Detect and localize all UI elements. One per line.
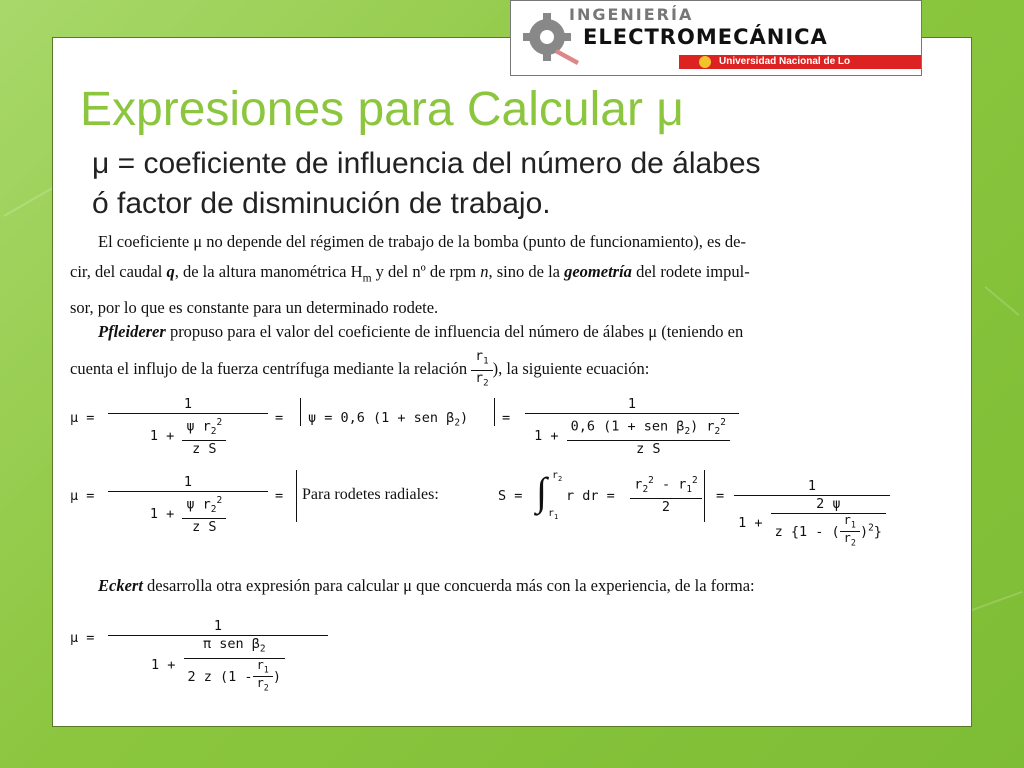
- sup-2: 2: [868, 522, 874, 534]
- denominator: [525, 414, 739, 458]
- sup-2: 2: [720, 417, 726, 428]
- paragraph-1: [70, 227, 750, 323]
- inner-fraction: [182, 492, 226, 536]
- sub-1: 1: [686, 484, 693, 496]
- z-s: z S: [192, 441, 217, 458]
- logo-line1: INGENIERÍA: [569, 5, 694, 24]
- background-stripe: [985, 286, 1020, 316]
- fraction: [734, 478, 890, 550]
- sub-1: 1: [263, 664, 269, 675]
- paren-close: ): [272, 668, 281, 685]
- p2-line2: [70, 349, 743, 391]
- p2-text: cuenta el influjo de la fuerza centrífuga mediante la relación: [70, 358, 472, 378]
- fraction: [108, 618, 328, 694]
- p1-text: cir, del caudal: [70, 262, 167, 281]
- two-psi: 2 ψ: [771, 496, 886, 514]
- sub-2: 2: [642, 484, 649, 496]
- sup-2: 2: [216, 495, 223, 506]
- geometria-word: geometría: [564, 262, 632, 281]
- z-brace: z {1 - (: [774, 523, 840, 540]
- background-stripe: [971, 591, 1022, 611]
- denominator: 2: [661, 499, 671, 516]
- one-plus: 1 +: [534, 428, 559, 445]
- paragraph-3: [70, 571, 755, 601]
- one-plus: 1 +: [149, 428, 175, 445]
- paren-close: ): [859, 523, 869, 540]
- numerator: 1: [108, 474, 268, 492]
- sub-1: 1: [850, 519, 856, 530]
- p2-line1: [70, 317, 743, 347]
- inner-fraction: [771, 496, 886, 550]
- inner-num-end: ) r: [690, 418, 715, 435]
- sub-2: 2: [483, 378, 489, 389]
- paragraph-2: [70, 317, 743, 391]
- sub-2: 2: [454, 417, 460, 429]
- sub-m: m: [362, 272, 372, 285]
- numerator: 1: [108, 396, 268, 414]
- one-plus: 1 +: [151, 657, 176, 674]
- r-sym: r: [634, 476, 643, 493]
- r-sym: r: [475, 349, 484, 364]
- sub-2: 2: [684, 426, 691, 438]
- inner-num: 0,6 (1 + sen β: [570, 418, 685, 435]
- numerator: 1: [734, 478, 890, 496]
- z-s: z S: [192, 519, 217, 536]
- sup-2: 2: [692, 475, 698, 486]
- p1-line3: sor, por lo que es constante para un determinado rodete.: [70, 298, 439, 318]
- p1-text: del rodete impul-: [631, 262, 750, 281]
- integrand: r dr =: [566, 488, 615, 504]
- psi-r: ψ r: [186, 418, 211, 435]
- equals: =: [716, 488, 725, 504]
- abs-bar-left: [300, 398, 301, 426]
- eckert-name: Eckert: [98, 576, 143, 595]
- sub-2: 2: [850, 537, 856, 548]
- background-stripe: [4, 185, 57, 217]
- pi-sen: π sen β: [202, 636, 260, 652]
- brace-close: }: [873, 523, 882, 540]
- inner-fraction: [184, 636, 285, 694]
- seal-icon: [699, 56, 711, 68]
- p2-text: ), la siguiente ecuación:: [492, 358, 650, 378]
- mu-equals: μ =: [70, 488, 95, 504]
- inner-den: [771, 514, 886, 550]
- psi-expr: [308, 410, 468, 429]
- minus-r: - r: [653, 476, 687, 493]
- r-sym: r: [256, 657, 264, 672]
- inner-fraction: [182, 414, 226, 458]
- fraction: [108, 474, 268, 536]
- pfleiderer-name: Pfleiderer: [98, 322, 166, 341]
- integral-sign: ∫: [536, 469, 547, 514]
- mu-equals: μ =: [70, 410, 95, 426]
- denominator: [108, 492, 268, 536]
- denominator: [734, 496, 890, 550]
- var-n: n: [480, 262, 489, 281]
- subtitle: [92, 144, 761, 224]
- sub-2: 2: [558, 475, 563, 483]
- p1-line1: El coeficiente μ no depende del régimen de trabajo de la bomba (punto de funcionamiento), es de-: [98, 232, 746, 251]
- two-z: 2 z (1 -: [187, 668, 253, 685]
- ratio-r1-r2: [253, 659, 273, 695]
- s-equals: S =: [498, 488, 523, 504]
- numerator: [630, 472, 702, 499]
- p1-text: , de la altura manométrica H: [174, 262, 363, 281]
- logo-line2: ELECTROMECÁNICA: [583, 25, 828, 49]
- abs-bar-left: [296, 470, 297, 522]
- sub-1: 1: [554, 513, 559, 521]
- integral-lower: [548, 508, 558, 521]
- r-sym: r: [843, 513, 851, 527]
- sub-1: 1: [483, 356, 489, 367]
- p1-text: , sino de la: [488, 262, 565, 281]
- r-sym: r: [548, 508, 555, 519]
- r-sym: r: [843, 531, 851, 546]
- radial-label: Para rodetes radiales:: [302, 486, 439, 503]
- university-logo: [510, 0, 922, 76]
- subtitle-line1: μ = coeficiente de influencia del número de álabes: [92, 147, 761, 180]
- denominator: [108, 636, 328, 694]
- psi-text: ψ = 0,6 (1 + sen β: [308, 410, 455, 426]
- ratio-r1-r2: [840, 514, 860, 550]
- numerator: 1: [525, 396, 739, 414]
- logo-line3: Universidad Nacional de Lo: [719, 56, 851, 67]
- fraction: [108, 396, 268, 458]
- fraction: [630, 472, 702, 516]
- numerator: 1: [108, 618, 328, 636]
- page-title: Expresiones para Calcular μ: [80, 83, 684, 136]
- mu-equals: μ =: [70, 630, 95, 646]
- p3-text: desarrolla otra expresión para calcular μ que concuerda más con la experiencia, de la forma:: [142, 576, 755, 595]
- r-sym: r: [552, 470, 559, 481]
- abs-bar-right: [494, 398, 495, 426]
- p2-text: propuso para el valor del coeficiente de influencia del número de álabes μ (teniendo en: [165, 322, 744, 341]
- ratio-r1-r2: [471, 349, 492, 391]
- p3-line1: [70, 571, 755, 601]
- sub-2: 2: [259, 643, 266, 655]
- subtitle-line2: ó factor de disminución de trabajo.: [92, 187, 551, 220]
- r-sym: r: [256, 676, 264, 691]
- one-plus: 1 +: [738, 514, 763, 531]
- p1-text: y del nº de rpm: [371, 262, 481, 281]
- p1-line2: [70, 257, 750, 293]
- z-s: z S: [636, 441, 661, 458]
- psi-r: ψ r: [186, 496, 211, 513]
- sup-2: 2: [648, 475, 654, 486]
- r-sym: r: [475, 370, 484, 386]
- sub-2: 2: [210, 504, 217, 516]
- denominator: [108, 414, 268, 458]
- fraction: [525, 396, 739, 458]
- equals: =: [275, 488, 284, 504]
- integral-upper: [552, 470, 562, 483]
- equals: =: [275, 410, 284, 426]
- inner-fraction: [567, 414, 730, 458]
- equals: =: [502, 410, 511, 426]
- sub-2: 2: [210, 426, 217, 438]
- one-plus: 1 +: [149, 506, 175, 523]
- paren-close: ): [460, 410, 469, 426]
- sub-2: 2: [263, 682, 269, 693]
- var-q: q: [166, 262, 175, 281]
- inner-den: [184, 659, 285, 695]
- sup-2: 2: [216, 417, 223, 428]
- abs-bar-right: [704, 470, 705, 522]
- sub-2: 2: [714, 426, 721, 438]
